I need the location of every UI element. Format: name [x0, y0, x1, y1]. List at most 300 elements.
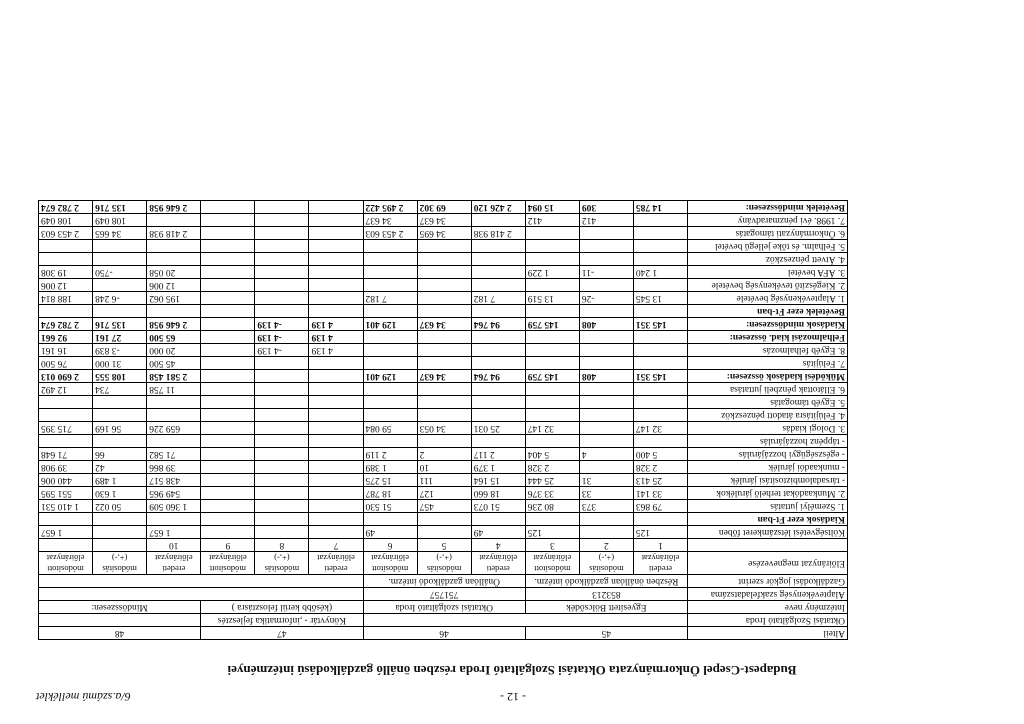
table-cell: 1 389: [363, 461, 417, 474]
column-number-cell: 5: [417, 539, 471, 552]
table-cell: [255, 201, 309, 214]
table-cell: [201, 331, 255, 344]
table-cell: [525, 344, 579, 357]
table-cell: [201, 344, 255, 357]
table-cell: 33: [579, 487, 633, 500]
table-cell: 2 690 013: [39, 370, 93, 383]
table-cell: [471, 253, 525, 266]
row-label: Kiadások mindösszesen:: [688, 318, 848, 331]
table-cell: [255, 474, 309, 487]
table-cell: [255, 305, 309, 318]
table-cell: 94 764: [471, 370, 525, 383]
table-cell: 5 400: [633, 448, 687, 461]
table-cell: [147, 513, 201, 526]
table-cell: 4: [579, 448, 633, 461]
table-cell: [525, 383, 579, 396]
table-cell: 4 139: [309, 331, 363, 344]
column-number-cell: 1: [633, 539, 687, 552]
table-row: [39, 240, 848, 253]
table-cell: [417, 253, 471, 266]
table-cell: 42: [93, 461, 147, 474]
table-cell: [309, 292, 363, 305]
column-number-row: [39, 539, 848, 552]
table-cell: [201, 435, 255, 448]
table-cell: 5 404: [525, 448, 579, 461]
table-cell: [579, 344, 633, 357]
table-cell: [201, 409, 255, 422]
table-cell: [39, 435, 93, 448]
table-cell: [579, 331, 633, 344]
table-cell: [633, 253, 687, 266]
table-row: [39, 474, 848, 487]
table-cell: [525, 409, 579, 422]
table-cell: [633, 344, 687, 357]
table-cell: 39 866: [147, 461, 201, 474]
table-cell: 309: [579, 201, 633, 214]
alteil-label: Alteil: [688, 627, 848, 640]
table-cell: 20 000: [147, 344, 201, 357]
table-cell: [309, 422, 363, 435]
table-cell: [471, 344, 525, 357]
table-cell: 4 139: [309, 318, 363, 331]
table-cell: 715 395: [39, 422, 93, 435]
activity-code-2: 751757: [363, 588, 525, 601]
sub-header-cell: módosított előirányzat: [363, 552, 417, 575]
table-cell: [39, 253, 93, 266]
table-row: [39, 344, 848, 357]
table-cell: [201, 253, 255, 266]
column-number-cell: [39, 539, 93, 552]
table-cell: [363, 253, 417, 266]
column-number-cell: 7: [309, 539, 363, 552]
table-cell: 2 581 458: [147, 370, 201, 383]
table-cell: [255, 487, 309, 500]
table-cell: [525, 357, 579, 370]
table-cell: 108 555: [93, 370, 147, 383]
table-row: [39, 370, 848, 383]
table-cell: [579, 383, 633, 396]
table-cell: [201, 461, 255, 474]
table-cell: [309, 305, 363, 318]
column-number-cell: 6: [363, 539, 417, 552]
table-cell: 45 500: [147, 357, 201, 370]
table-header: [39, 539, 848, 640]
sub-header-cell: eredeti előirányzat: [147, 552, 201, 575]
table-cell: [147, 253, 201, 266]
table-body: [39, 201, 848, 539]
table-cell: 51 073: [471, 500, 525, 513]
table-cell: [201, 474, 255, 487]
table-cell: [471, 383, 525, 396]
table-cell: [633, 279, 687, 292]
table-cell: [633, 305, 687, 318]
table-cell: [309, 461, 363, 474]
table-cell: [579, 240, 633, 253]
table-cell: [309, 500, 363, 513]
table-cell: 1 229: [525, 266, 579, 279]
table-cell: 50 022: [93, 500, 147, 513]
table-cell: [363, 279, 417, 292]
table-cell: [309, 409, 363, 422]
table-cell: [39, 396, 93, 409]
table-cell: [255, 253, 309, 266]
row-label: - egészségügyi hozzájárulás: [688, 448, 848, 461]
column-label-header: Előirányzat megnevezése: [688, 552, 848, 575]
table-cell: [417, 526, 471, 539]
table-cell: [201, 448, 255, 461]
table-cell: [417, 435, 471, 448]
table-cell: [255, 500, 309, 513]
activity-code-label: Alaptevékenység szakfeladatszáma: [688, 588, 848, 601]
row-label: 4. Átvett pénzeszköz: [688, 253, 848, 266]
table-cell: 25 444: [525, 474, 579, 487]
table-cell: 33 141: [633, 487, 687, 500]
table-cell: [579, 357, 633, 370]
table-cell: 27 161: [93, 331, 147, 344]
table-cell: [309, 526, 363, 539]
sub-header-cell: módosított előirányzat: [525, 552, 579, 575]
table-cell: 1 489: [93, 474, 147, 487]
table-cell: 1 657: [39, 526, 93, 539]
table-cell: [579, 279, 633, 292]
row-label: 1. Alaptevékenység bevétele: [688, 292, 848, 305]
table-row: [39, 396, 848, 409]
column-number-cell: 10: [147, 539, 201, 552]
table-cell: 31 000: [93, 357, 147, 370]
table-cell: 2 418 938: [471, 227, 525, 240]
table-cell: 412: [579, 214, 633, 227]
row-label: 8. Egyéb felhalmozás: [688, 344, 848, 357]
table-cell: 659 226: [147, 422, 201, 435]
table-cell: [255, 240, 309, 253]
table-row: [39, 331, 848, 344]
table-cell: 31: [579, 474, 633, 487]
institution-label: Oktatási Szolgáltató Iroda: [688, 614, 848, 627]
table-cell: [93, 513, 147, 526]
table-cell: [309, 435, 363, 448]
table-cell: 12 492: [39, 383, 93, 396]
table-cell: 125: [525, 526, 579, 539]
table-cell: 92 661: [39, 331, 93, 344]
table-row: [39, 461, 848, 474]
table-cell: [579, 409, 633, 422]
table-cell: [309, 370, 363, 383]
table-cell: [147, 435, 201, 448]
management-type-label: Gazdálkodási jogkör szerint: [688, 575, 848, 588]
table-cell: [201, 292, 255, 305]
table-cell: [471, 214, 525, 227]
table-cell: 108 049: [93, 214, 147, 227]
table-cell: [93, 396, 147, 409]
sub-header-cell: eredeti előirányzat: [309, 552, 363, 575]
institution-name-3: (később kerül felosztásra ): [201, 601, 363, 614]
table-cell: [417, 344, 471, 357]
table-cell: 1 630: [93, 487, 147, 500]
table-cell: -3 839: [93, 344, 147, 357]
table-cell: [633, 396, 687, 409]
table-cell: [525, 331, 579, 344]
table-cell: [525, 240, 579, 253]
table-cell: [201, 305, 255, 318]
table-cell: -6 248: [93, 292, 147, 305]
sub-header-cell: módosítás (+,-): [93, 552, 147, 575]
table-cell: 145 759: [525, 370, 579, 383]
table-cell: [633, 383, 687, 396]
table-cell: 71 648: [39, 448, 93, 461]
table-cell: [309, 513, 363, 526]
table-row: [39, 513, 848, 526]
table-cell: 25 031: [471, 422, 525, 435]
table-cell: [255, 292, 309, 305]
sub-header-cell: módosított előirányzat: [39, 552, 93, 575]
table-cell: [147, 396, 201, 409]
table-row: [39, 292, 848, 305]
table-cell: [471, 357, 525, 370]
table-cell: 2 495 422: [363, 201, 417, 214]
row-label: 4. Felújításra átadott pénzeszköz: [688, 409, 848, 422]
table-cell: 549 965: [147, 487, 201, 500]
table-cell: [93, 526, 147, 539]
table-cell: 49: [363, 526, 417, 539]
table-cell: [579, 305, 633, 318]
table-cell: 15 164: [471, 474, 525, 487]
row-label: Bevételek ezer Ft-ban: [688, 305, 848, 318]
table-cell: [255, 461, 309, 474]
budget-table: [38, 200, 848, 640]
table-cell: [417, 357, 471, 370]
alteil-45: 45: [525, 627, 687, 640]
table-cell: 2: [417, 448, 471, 461]
table-cell: 59 084: [363, 422, 417, 435]
table-cell: [471, 331, 525, 344]
row-label: 2. Kiegészítő tevékenység bevétele: [688, 279, 848, 292]
table-cell: [525, 435, 579, 448]
table-cell: [579, 435, 633, 448]
table-cell: 19 308: [39, 266, 93, 279]
table-cell: 195 062: [147, 292, 201, 305]
table-cell: [579, 227, 633, 240]
table-cell: 2 782 674: [39, 318, 93, 331]
table-cell: [201, 513, 255, 526]
table-cell: [39, 305, 93, 318]
table-cell: 1 657: [147, 526, 201, 539]
table-cell: [579, 396, 633, 409]
table-row: [39, 409, 848, 422]
row-label: Kiadások ezer Ft-ban: [688, 513, 848, 526]
table-cell: 34 665: [93, 227, 147, 240]
management-type-1: Részben önállóan gazdálkodó intézm.: [525, 575, 687, 588]
table-cell: [39, 240, 93, 253]
table-cell: [309, 279, 363, 292]
table-cell: 129 401: [363, 370, 417, 383]
table-cell: 129 401: [363, 318, 417, 331]
table-cell: [363, 396, 417, 409]
table-cell: [363, 383, 417, 396]
table-cell: [633, 227, 687, 240]
table-cell: [525, 305, 579, 318]
sub-header-cell: módosítás (+,-): [255, 552, 309, 575]
table-cell: [309, 227, 363, 240]
table-cell: [309, 240, 363, 253]
table-cell: 111: [417, 474, 471, 487]
table-cell: 4 139: [309, 344, 363, 357]
table-cell: -4 139: [255, 344, 309, 357]
table-cell: [471, 513, 525, 526]
table-cell: [147, 409, 201, 422]
table-cell: 2 119: [363, 448, 417, 461]
table-cell: [363, 331, 417, 344]
table-cell: 14 785: [633, 201, 687, 214]
table-cell: [93, 305, 147, 318]
institution-name-4: Mindösszesen:: [39, 601, 201, 614]
column-number-cell: 3: [525, 539, 579, 552]
table-cell: 34 637: [363, 214, 417, 227]
table-row: [39, 201, 848, 214]
activity-code-1: 853213: [525, 588, 687, 601]
row-label: 2. Munkaadókat terhelő járulékok: [688, 487, 848, 500]
table-cell: 1 360 509: [147, 500, 201, 513]
row-label: 6. Önkormányzati támogatás: [688, 227, 848, 240]
table-cell: [309, 357, 363, 370]
table-cell: 16 161: [39, 344, 93, 357]
table-cell: -4 139: [255, 318, 309, 331]
table-cell: 13 519: [525, 292, 579, 305]
table-cell: [39, 513, 93, 526]
table-cell: [147, 305, 201, 318]
table-cell: [309, 487, 363, 500]
institution-name-1: Egyesített Bölcsődék: [525, 601, 687, 614]
table-cell: 80 236: [525, 500, 579, 513]
row-label: - társadalombiztosítási járulék: [688, 474, 848, 487]
table-cell: [363, 435, 417, 448]
table-cell: [147, 214, 201, 227]
table-cell: [579, 253, 633, 266]
table-cell: [201, 266, 255, 279]
table-cell: [201, 500, 255, 513]
row-label: 5. Felhalm. és tőke jellegű bevétel: [688, 240, 848, 253]
table-cell: [417, 305, 471, 318]
table-cell: [633, 435, 687, 448]
table-cell: [471, 435, 525, 448]
table-cell: 7 182: [471, 292, 525, 305]
table-row: [39, 214, 848, 227]
table-cell: [255, 448, 309, 461]
table-cell: 135 716: [93, 318, 147, 331]
table-cell: 34 637: [417, 370, 471, 383]
alteil-48: 48: [39, 627, 201, 640]
table-cell: 145 351: [633, 318, 687, 331]
row-label: 5. Egyéb támogatás: [688, 396, 848, 409]
table-cell: [201, 396, 255, 409]
table-cell: 34 695: [417, 227, 471, 240]
table-cell: 2 453 603: [39, 227, 93, 240]
table-cell: [147, 240, 201, 253]
table-cell: [255, 266, 309, 279]
table-cell: 1 410 531: [39, 500, 93, 513]
table-cell: 1 379: [471, 461, 525, 474]
table-cell: 2 782 674: [39, 201, 93, 214]
table-cell: [93, 279, 147, 292]
row-label: Működési kiadások összesen:: [688, 370, 848, 383]
table-cell: 25 413: [633, 474, 687, 487]
table-cell: 108 049: [39, 214, 93, 227]
table-row: [39, 253, 848, 266]
row-label: 1. Személyi juttatás: [688, 500, 848, 513]
row-label: Bevételek mindösszesen:: [688, 201, 848, 214]
sub-header-cell: módosítás (+,-): [579, 552, 633, 575]
sub-header-cell: eredeti előirányzat: [633, 552, 687, 575]
table-cell: 457: [417, 500, 471, 513]
table-cell: 2 418 938: [147, 227, 201, 240]
table-cell: [255, 435, 309, 448]
table-cell: 49: [471, 526, 525, 539]
table-cell: [363, 357, 417, 370]
alteil-46: 46: [363, 627, 525, 640]
table-cell: [93, 435, 147, 448]
table-cell: [93, 253, 147, 266]
table-cell: 734: [93, 383, 147, 396]
table-cell: 125: [633, 526, 687, 539]
table-cell: 32 147: [633, 422, 687, 435]
table-cell: -4 139: [255, 331, 309, 344]
page-number: - 12 -: [500, 690, 526, 704]
table-cell: [93, 240, 147, 253]
table-cell: [471, 240, 525, 253]
table-cell: [309, 383, 363, 396]
table-cell: 65 500: [147, 331, 201, 344]
table-cell: [255, 383, 309, 396]
table-cell: 12 006: [39, 279, 93, 292]
institution-name-2: Oktatási szolgáltató Iroda: [363, 601, 525, 614]
table-cell: [417, 266, 471, 279]
table-cell: 2 328: [633, 461, 687, 474]
table-cell: 438 517: [147, 474, 201, 487]
table-cell: 2 453 603: [363, 227, 417, 240]
table-row: [39, 487, 848, 500]
row-label: - munkaadói járulék: [688, 461, 848, 474]
table-cell: 11 758: [147, 383, 201, 396]
table-row: [39, 500, 848, 513]
table-cell: [417, 279, 471, 292]
row-label: Költségvetési létszámkeret főben: [688, 526, 848, 539]
table-cell: 145 759: [525, 318, 579, 331]
table-cell: [309, 201, 363, 214]
table-cell: 440 006: [39, 474, 93, 487]
table-cell: [417, 513, 471, 526]
table-cell: [471, 305, 525, 318]
column-number-cell: 9: [201, 539, 255, 552]
table-cell: [471, 409, 525, 422]
table-cell: 18 787: [363, 487, 417, 500]
table-cell: 408: [579, 318, 633, 331]
sub-header-cell: eredeti előirányzat: [471, 552, 525, 575]
table-cell: 66: [93, 448, 147, 461]
table-cell: 145 351: [633, 370, 687, 383]
table-cell: [579, 513, 633, 526]
table-cell: 2 117: [471, 448, 525, 461]
table-cell: [417, 240, 471, 253]
table-cell: 2 646 958: [147, 201, 201, 214]
table-cell: [201, 526, 255, 539]
table-row: [39, 305, 848, 318]
table-cell: 408: [579, 370, 633, 383]
table-row: [39, 435, 848, 448]
table-cell: [201, 201, 255, 214]
row-label: - táppénz hozzájárulás: [688, 435, 848, 448]
table-cell: [525, 513, 579, 526]
table-cell: [309, 396, 363, 409]
annex-label: 6/a.számú melléklet: [36, 690, 131, 704]
